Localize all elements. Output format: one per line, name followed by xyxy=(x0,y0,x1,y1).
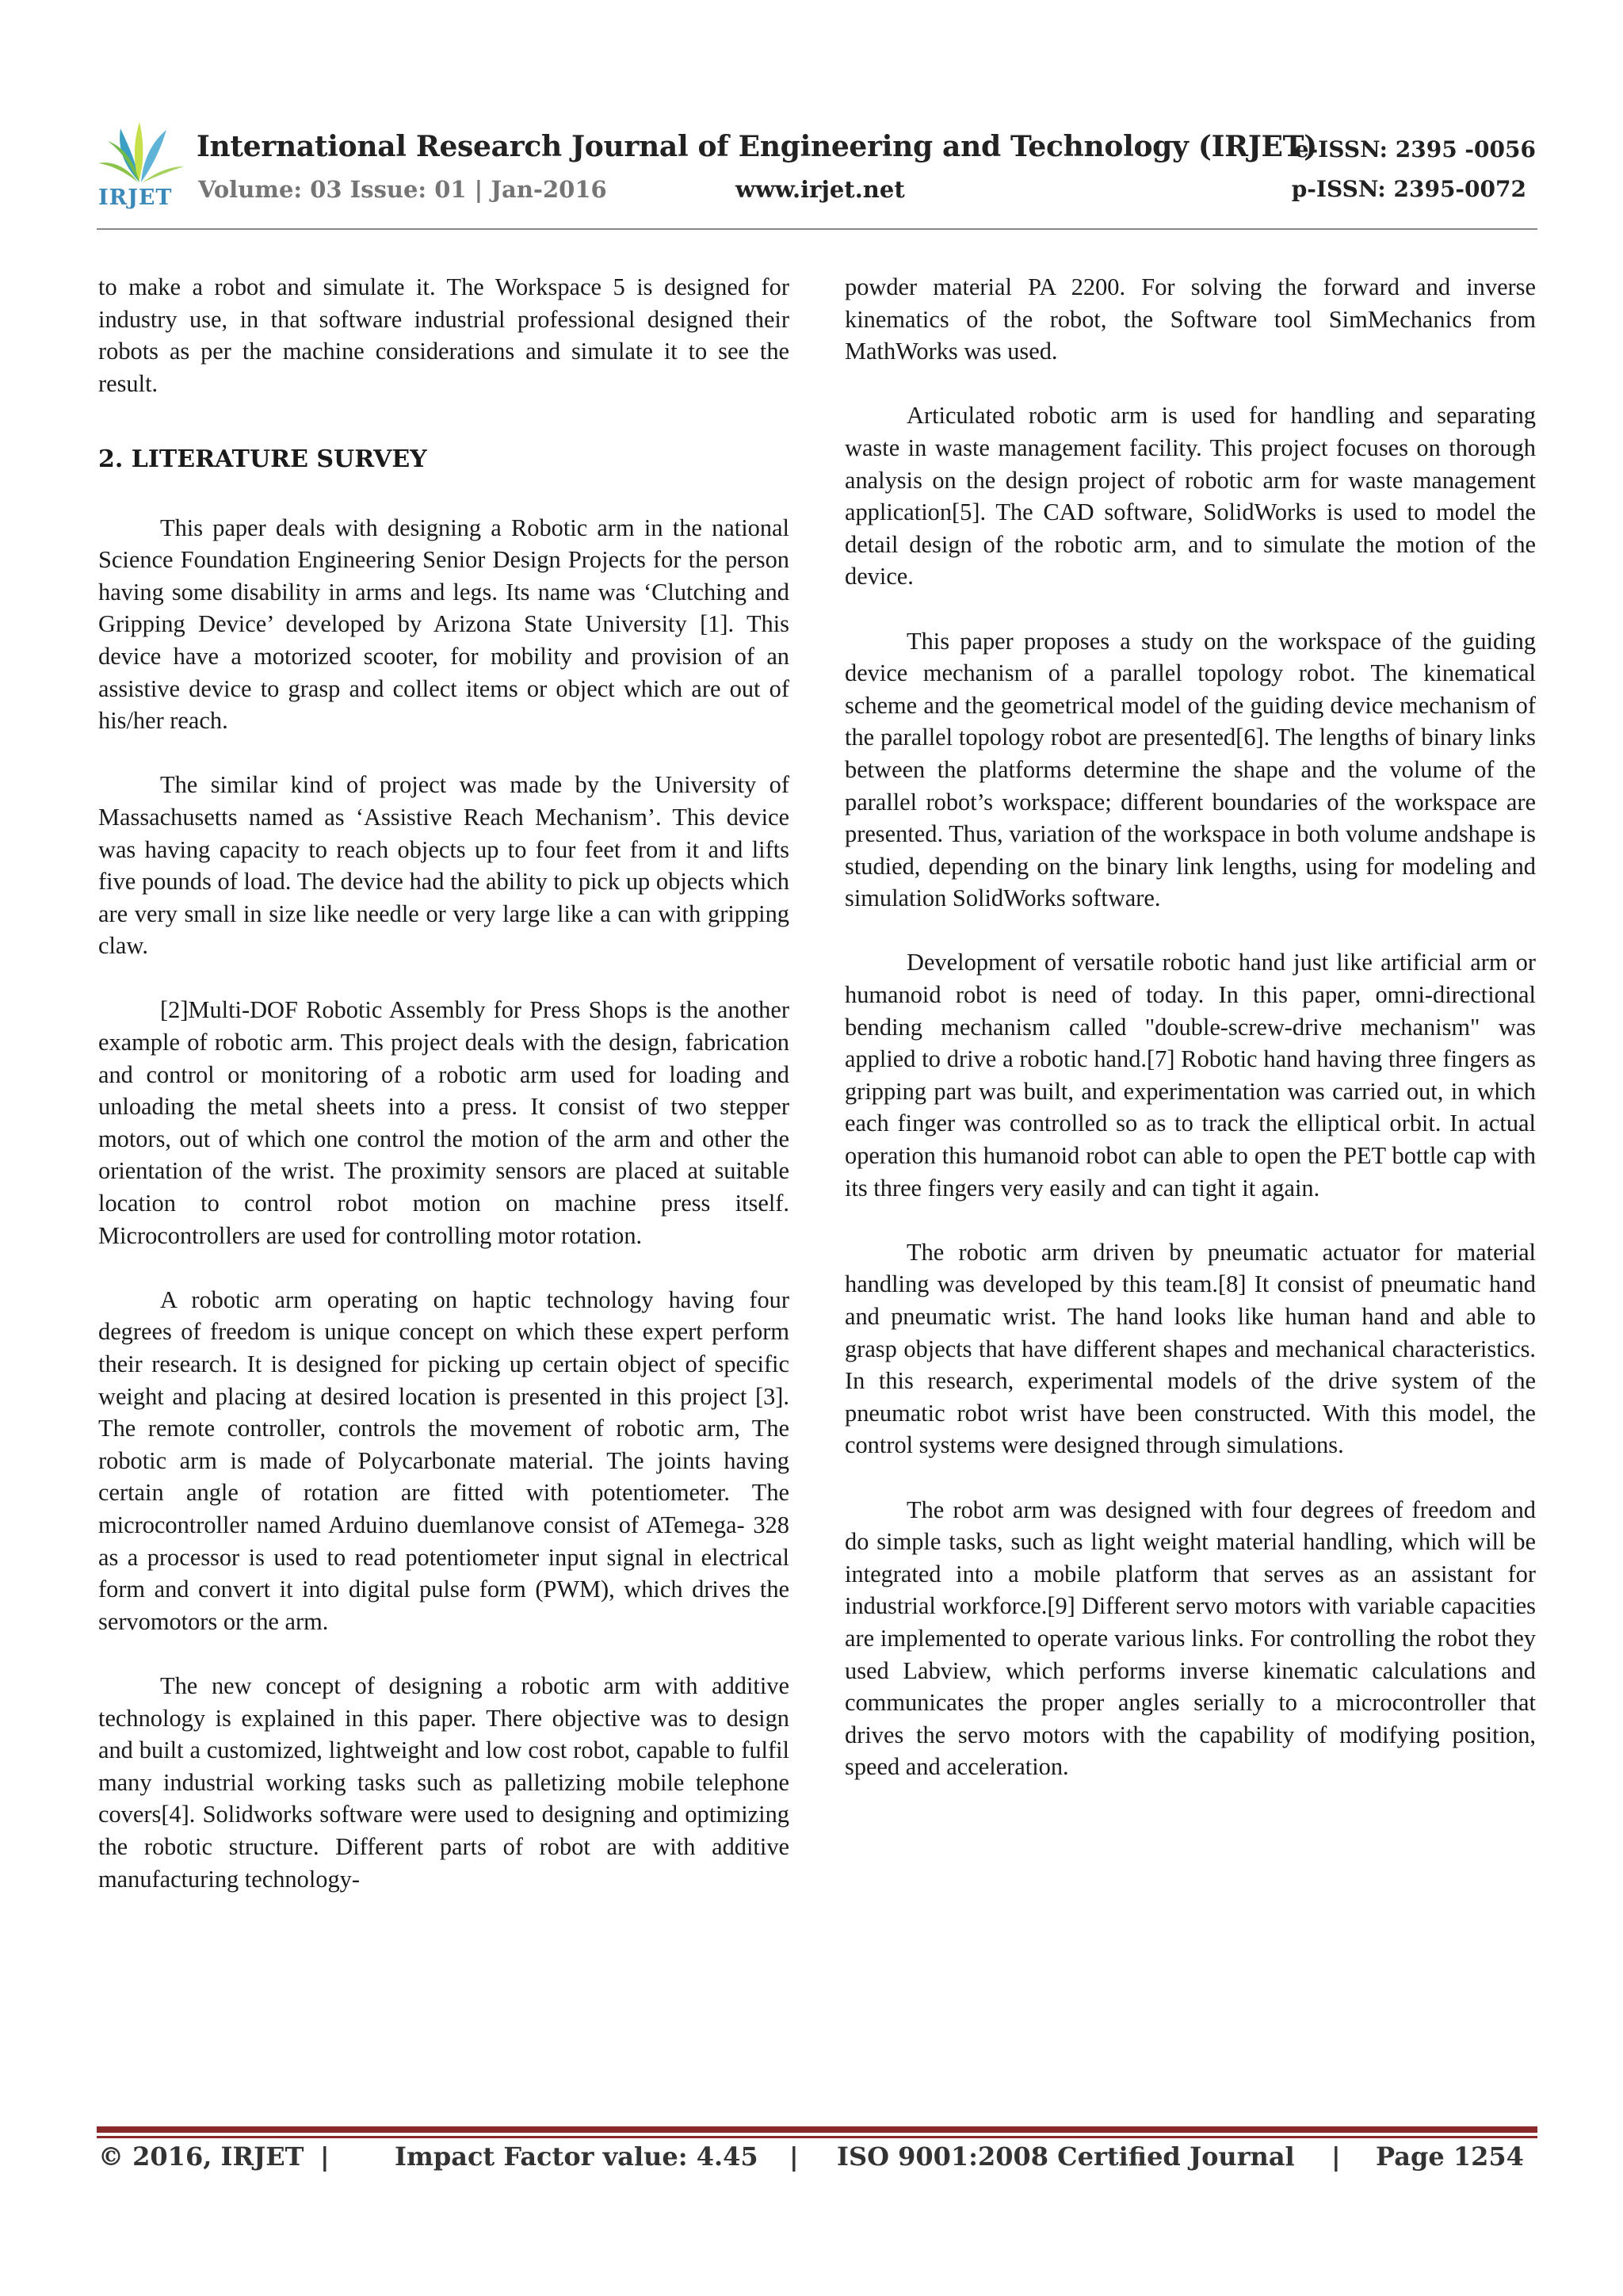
footer-page-number: Page 1254 xyxy=(1376,2141,1524,2172)
paragraph: A robotic arm operating on haptic technology having four degrees of freedom is unique concept on which these expert perform their research. It is designed for picking up certain object of specific weight and placing at desired location is presented in this project [3]. The remote controller, controls the movement of robotic arm, The robotic arm is made of Polycarbonate material. The joints having certain angle of rotation are fitted with potentiometer. The microcontroller named Arduino duemlanove consist of ATemega- 328 as a processor is used to read potentiometer input signal in electrical form and convert it into digital pulse form (PWM), which drives the servomotors or the arm. xyxy=(98,1286,789,1635)
footer-copyright: © 2016, IRJET xyxy=(98,2141,304,2172)
paragraph: [2]Multi-DOF Robotic Assembly for Press Shops is the another example of robotic arm. This project deals with the design, fabrication and control or monitoring of a robotic arm used for loading and unloading the metal sheets into a press. It consist of two stepper motors, out of which one control the motion of the arm and other the orientation of the wrist. The proximity sensors are placed at suitable location to control robot motion on machine press itself. Microcontrollers are used for controlling motor rotation. xyxy=(98,996,789,1249)
footer-divider-thin xyxy=(97,2136,1537,2138)
journal-title: International Research Journal of Engineering and Technology (IRJET) xyxy=(197,130,1317,163)
paragraph: The robotic arm driven by pneumatic actuator for material handling was developed by this team.[8] It consist of pneumatic hand and pneumatic wrist. The hand looks like human hand and able to grasp objects that have different shapes and mechanical characteristics. In this research, experimental models of the drive system of the pneumatic robot wrist have been constructed. With this model, the control systems were designed through simulations. xyxy=(845,1238,1536,1459)
footer-separator: | xyxy=(320,2141,330,2172)
leaf-logo-icon xyxy=(94,119,187,190)
footer-impact-factor: Impact Factor value: 4.45 xyxy=(395,2141,758,2172)
section-heading: 2. LITERATURE SURVEY xyxy=(98,445,427,473)
page-footer xyxy=(98,2141,1537,2181)
paragraph: The robot arm was designed with four degrees of freedom and do simple tasks, such as light weight material handling, which will be integrated into a mobile platform that serves as an assistant for industrial workforce.[9] Different servo motors with variable capacities are implemented to operate various links. For controlling the robot they used Labview, which performs inverse kinematic calculations and communicates the proper angles serially to a microcontroller that drives the servo motors with the capability of modifying position, speed and acceleration. xyxy=(845,1496,1536,1781)
paragraph: Development of versatile robotic hand just like artificial arm or humanoid robot is need of today. In this paper, omni-directional bending mechanism called "double-screw-drive mechanism" was applied to drive a robotic hand.[7] Robotic hand having three fingers as gripping part was built, and experimentation was carried out, in which each finger was controlled so as to track the elliptical orbit. In actual operation this humanoid robot can able to open the PET bottle cap with its three fingers very easily and can tight it again. xyxy=(845,949,1536,1201)
paragraph: The new concept of designing a robotic arm with additive technology is explained in this paper. There objective was to design and built a customized, lightweight and low cost robot, capable to fulfil many industrial working tasks such as palletizing mobile telephone covers[4]. Solidworks software were used to designing and optimizing the robotic structure. Different parts of robot are with additive manufacturing technology- xyxy=(98,1671,789,1893)
footer-separator: | xyxy=(789,2141,799,2172)
e-issn: e-ISSN: 2395 -0056 xyxy=(1294,136,1536,162)
volume-issue: Volume: 03 Issue: 01 | Jan-2016 xyxy=(198,176,607,203)
paragraph: This paper deals with designing a Robotic arm in the national Science Foundation Engineering Senior Design Projects for the person having some disability in arms and legs. Its name was ‘Clutching and Gripping Device’ developed by Arizona State University [1]. This device have a motorized scooter, for mobility and provision of an assistive device to grasp and collect items or object which are out of his/her reach. xyxy=(98,514,789,735)
paragraph: Articulated robotic arm is used for handling and separating waste in waste management facility. This project focuses on thorough analysis on the design project of robotic arm for waste management application[5]. The CAD software, SolidWorks is used to model the detail design of the robotic arm, and to simulate the motion of the device. xyxy=(845,402,1536,590)
p-issn: p-ISSN: 2395-0072 xyxy=(1291,176,1526,202)
left-column xyxy=(98,271,789,1927)
paragraph: The similar kind of project was made by the University of Massachusetts named as ‘Assistive Reach Mechanism’. This device was having capacity to reach objects up to four feet from it and lifts five pounds of load. The device had the ability to pick up objects which are very small in size like needle or very large like a can with gripping claw. xyxy=(98,771,789,960)
footer-iso: ISO 9001:2008 Certified Journal xyxy=(837,2141,1295,2172)
logo-text: IRJET xyxy=(98,185,173,210)
footer-separator: | xyxy=(1331,2141,1341,2172)
journal-header xyxy=(94,119,1536,230)
right-intro-paragraph: powder material PA 2200. For solving the forward and inverse kinematics of the robot, the Software tool SimMechanics from MathWorks was used. xyxy=(845,273,1536,365)
left-intro-paragraph: to make a robot and simulate it. The Workspace 5 is designed for industry use, in that software industrial professional designed their robots as per the machine considerations and simulate it to see the result. xyxy=(98,273,789,397)
journal-website: www.irjet.net xyxy=(735,176,905,203)
header-divider xyxy=(97,228,1537,230)
irjet-logo xyxy=(94,119,187,214)
right-column xyxy=(845,271,1536,1816)
footer-divider-thick xyxy=(97,2126,1537,2133)
paragraph: This paper proposes a study on the workspace of the guiding device mechanism of a parallel topology robot. The kinematical scheme and the geometrical model of the guiding device mechanism of the parallel topology robot are presented[6]. The lengths of binary links between the platforms determine the shape and the volume of the parallel robot’s workspace; different boundaries of the workspace are presented. Thus, variation of the workspace in both volume andshape is studied, depending on the binary link lengths, using for modeling and simulation SolidWorks software. xyxy=(845,627,1536,912)
